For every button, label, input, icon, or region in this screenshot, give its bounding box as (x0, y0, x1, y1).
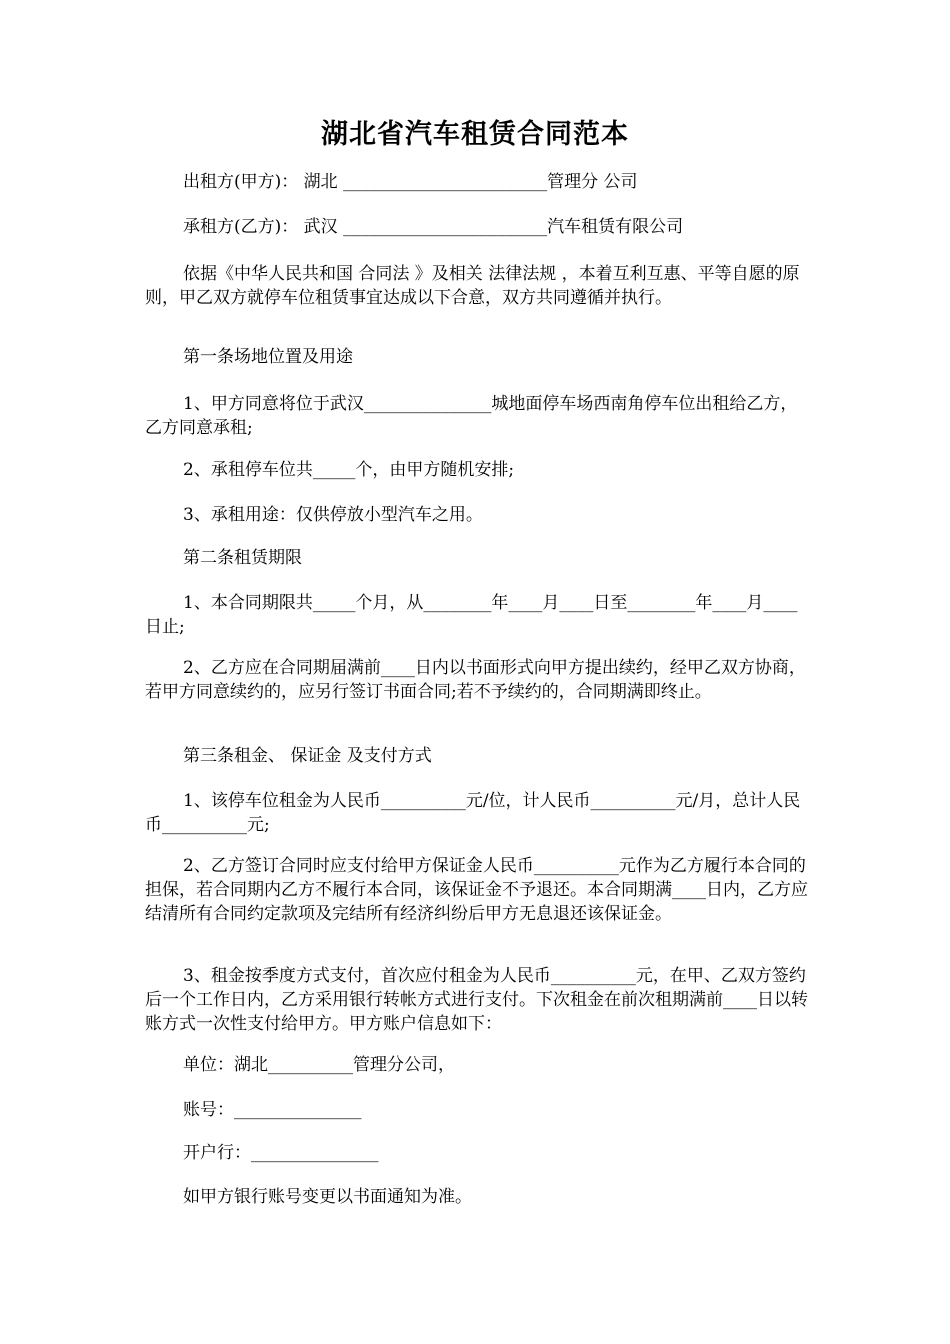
article-2-heading: 第二条租赁期限 (183, 548, 302, 568)
article-3-clause-2: 2、乙方签订合同时应支付给甲方保证金人民币__________元作为乙方履行本合同的担保，若合同期内乙方不履行本合同，该保证金不予退还。本合同期满____日内，乙方应结清所有合同约定款项及完结所有经济纠纷后甲方无息退还该保证金。 (145, 856, 808, 924)
article-3-clause-3: 3、租金按季度方式支付，首次应付租金为人民币__________元，在甲、乙双方签约后一个工作日内，乙方采用银行转帐方式进行支付。下次租金在前次租期满前____日以转账方式一次性支付给甲方。甲方账户信息如下： (145, 966, 808, 1034)
account-number-line: 账号：_______________ (183, 1100, 362, 1120)
article-1-heading: 第一条场地位置及用途 (183, 347, 353, 367)
article-2-clause-1: 1、本合同期限共_____个月，从________年____月____日至________年____月____日止; (145, 593, 798, 637)
bank-name-line: 开户行：_______________ (183, 1143, 379, 1163)
lessor-line: 出租方(甲方)： 湖北 ________________________管理分 公司 (183, 172, 638, 192)
article-3-clause-1: 1、该停车位租金为人民币__________元/位，计人民币__________元/月，总计人民币__________元; (145, 791, 801, 835)
account-change-note: 如甲方银行账号变更以书面通知为准。 (183, 1187, 472, 1207)
account-unit-line: 单位：湖北__________管理分公司， (183, 1055, 455, 1075)
article-3-heading: 第三条租金、 保证金 及支付方式 (183, 746, 432, 766)
document-title: 湖北省汽车租赁合同范本 (321, 119, 629, 150)
preamble-paragraph: 依据《中华人民共和国 合同法 》及相关 法律法规 ，本着互利互惠、平等自愿的原则，甲乙双方就停车位租赁事宜达成以下合意，双方共同遵循并执行。 (145, 264, 800, 308)
lessee-line: 承租方(乙方)： 武汉 ________________________汽车租赁有限公司 (183, 217, 684, 237)
article-2-clause-2: 2、乙方应在合同期届满前____日内以书面形式向甲方提出续约，经甲乙双方协商，若甲方同意续约的，应另行签订书面合同;若不予续约的，合同期满即终止。 (145, 658, 806, 702)
article-1-clause-3: 3、承租用途：仅供停放小型汽车之用。 (183, 505, 483, 525)
article-1-clause-1: 1、甲方同意将位于武汉_______________城地面停车场西南角停车位出租给乙方，乙方同意承租; (145, 394, 798, 438)
article-1-clause-2: 2、承租停车位共_____个，由甲方随机安排; (183, 460, 515, 480)
